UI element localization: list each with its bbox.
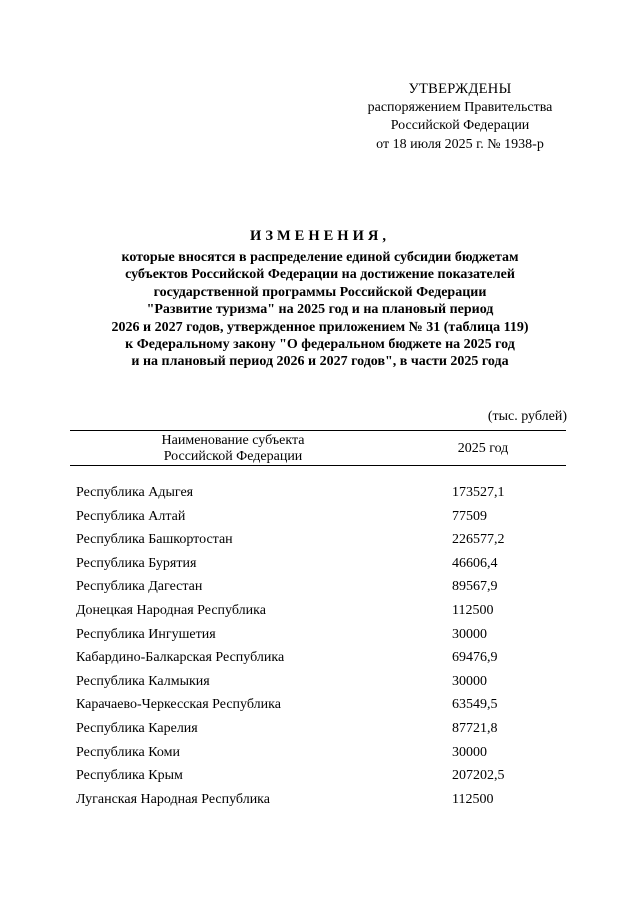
approval-line-1: распоряжением Правительства bbox=[367, 99, 553, 115]
subsidy-value: 63549,5 bbox=[452, 697, 498, 713]
title-line: к Федеральному закону "О федеральном бюджете на 2025 год bbox=[125, 337, 515, 353]
subsidy-value: 30000 bbox=[452, 673, 487, 689]
subsidy-value: 207202,5 bbox=[452, 768, 505, 784]
title-line: и на плановый период 2026 и 2027 годов", в части 2025 года bbox=[131, 354, 509, 370]
subsidy-value: 89567,9 bbox=[452, 579, 498, 595]
column-header-name-line-2: Российской Федерации bbox=[163, 449, 303, 464]
subsidy-value: 112500 bbox=[452, 602, 494, 618]
table-row bbox=[76, 554, 566, 578]
table-row bbox=[76, 601, 566, 625]
region-name: Донецкая Народная Республика bbox=[76, 602, 266, 618]
table-row bbox=[76, 790, 566, 814]
region-name: Республика Карелия bbox=[76, 720, 198, 736]
region-name: Республика Дагестан bbox=[76, 579, 203, 595]
table-row bbox=[76, 695, 566, 719]
table-row bbox=[76, 648, 566, 672]
region-name: Республика Ингушетия bbox=[76, 626, 216, 642]
region-name: Республика Крым bbox=[76, 768, 183, 784]
approval-line-2: Российской Федерации bbox=[390, 118, 530, 133]
table-top-rule bbox=[70, 430, 566, 431]
title-line: которые вносятся в распределение единой субсидии бюджетам bbox=[121, 250, 519, 265]
document-title bbox=[0, 226, 640, 371]
subsidy-value: 226577,2 bbox=[452, 532, 505, 548]
subsidy-value: 30000 bbox=[452, 626, 487, 642]
table-row bbox=[76, 530, 566, 554]
table-row bbox=[76, 577, 566, 601]
region-name: Карачаево-Черкесская Республика bbox=[76, 697, 281, 713]
region-name: Республика Адыгея bbox=[76, 485, 194, 500]
column-header-year: 2025 год bbox=[457, 441, 509, 456]
subsidy-value: 87721,8 bbox=[452, 720, 498, 736]
subsidy-value: 112500 bbox=[452, 791, 494, 807]
table-header-rule bbox=[70, 465, 566, 466]
table-row bbox=[76, 507, 566, 531]
title-line: государственной программы Российской Федерации bbox=[153, 284, 487, 300]
title-line: 2026 и 2027 годов, утвержденное приложением № 31 (таблица 119) bbox=[111, 319, 529, 335]
table-row bbox=[76, 719, 566, 743]
region-name: Республика Бурятия bbox=[76, 555, 197, 571]
region-name: Республика Калмыкия bbox=[76, 673, 210, 689]
table-row bbox=[76, 743, 566, 767]
region-name: Республика Башкортостан bbox=[76, 532, 233, 548]
title-line: "Развитие туризма" на 2025 год и на плановый период bbox=[146, 302, 494, 318]
subsidy-value: 173527,1 bbox=[452, 485, 505, 500]
column-header-name-line-1: Наименование субъекта bbox=[161, 433, 305, 448]
region-name: Республика Алтай bbox=[76, 508, 186, 524]
units-label: (тыс. рублей) bbox=[487, 409, 567, 424]
subsidy-value: 69476,9 bbox=[452, 650, 498, 666]
table-body bbox=[76, 483, 566, 813]
subsidy-value: 46606,4 bbox=[452, 555, 498, 571]
table-row bbox=[76, 766, 566, 790]
subsidy-value: 77509 bbox=[452, 508, 487, 524]
subsidy-value: 30000 bbox=[452, 744, 487, 760]
column-header-name bbox=[70, 433, 396, 465]
region-name: Республика Коми bbox=[76, 744, 180, 760]
region-name: Луганская Народная Республика bbox=[76, 791, 270, 807]
title-caption: ИЗМЕНЕНИЯ, bbox=[250, 228, 390, 244]
table-row bbox=[76, 625, 566, 649]
approval-date: от 18 июля 2025 г. № 1938-р bbox=[376, 136, 544, 152]
table-row bbox=[76, 672, 566, 696]
approval-stamp bbox=[330, 80, 590, 154]
title-line: субъектов Российской Федерации на достижение показателей bbox=[125, 267, 515, 283]
region-name: Кабардино-Балкарская Республика bbox=[76, 650, 285, 666]
approval-word: УТВЕРЖДЕНЫ bbox=[408, 81, 512, 97]
table-row bbox=[76, 483, 566, 507]
